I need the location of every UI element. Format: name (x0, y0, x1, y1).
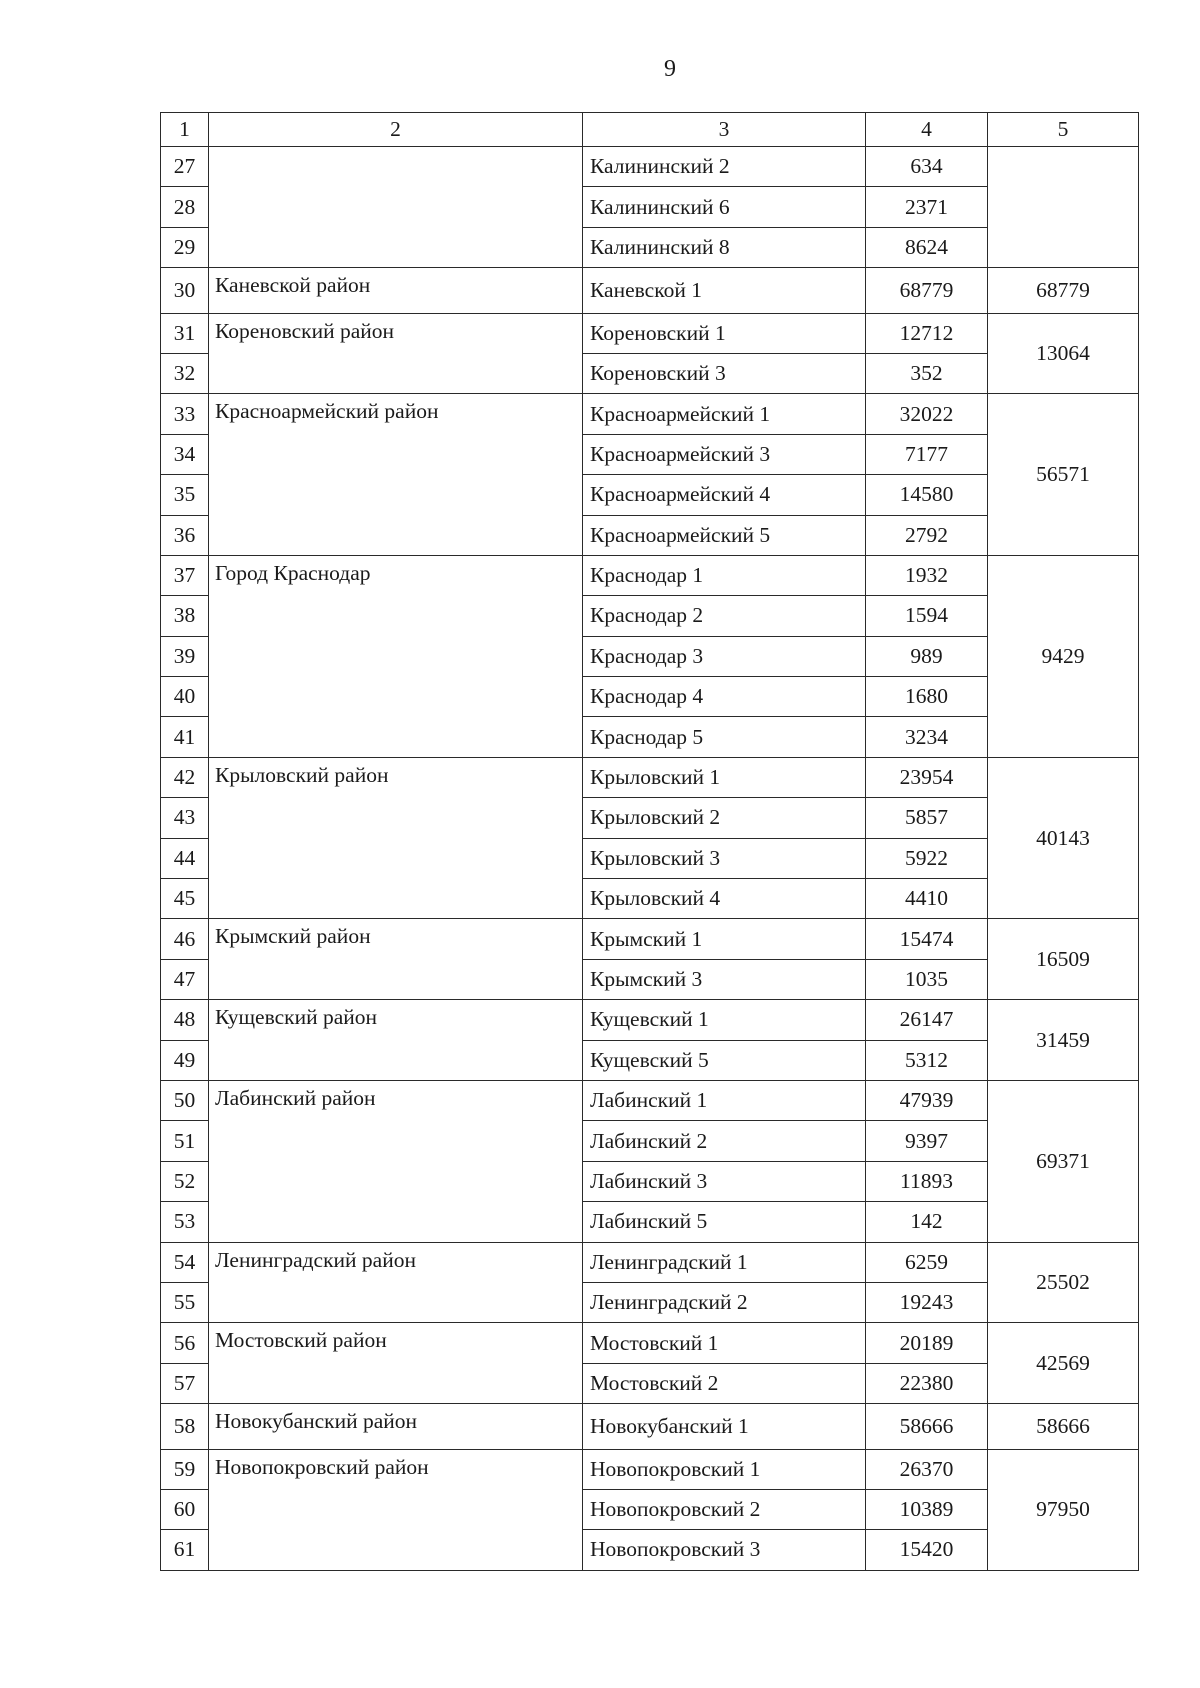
subunit-value: 47939 (866, 1080, 988, 1120)
row-number: 58 (161, 1404, 209, 1449)
subunit-value: 5922 (866, 838, 988, 878)
subunit-name: Крымский 3 (583, 959, 866, 999)
district-name: Крыловский район (209, 757, 583, 919)
district-total: 69371 (988, 1080, 1139, 1242)
row-number: 29 (161, 227, 209, 267)
subunit-value: 8624 (866, 227, 988, 267)
subunit-name: Мостовский 2 (583, 1363, 866, 1403)
subunit-name: Ленинградский 2 (583, 1282, 866, 1322)
row-number: 61 (161, 1530, 209, 1570)
subunit-name: Лабинский 1 (583, 1080, 866, 1120)
district-total: 68779 (988, 268, 1139, 313)
row-number: 56 (161, 1323, 209, 1363)
subunit-name: Калининский 6 (583, 187, 866, 227)
subunit-value: 5857 (866, 798, 988, 838)
table-row (161, 919, 1139, 959)
subunit-value: 2371 (866, 187, 988, 227)
table-row (161, 1323, 1139, 1363)
district-name: Мостовский район (209, 1323, 583, 1404)
subunit-name: Крыловский 1 (583, 757, 866, 797)
table-row (161, 394, 1139, 434)
subunit-name: Красноармейский 3 (583, 434, 866, 474)
row-number: 50 (161, 1080, 209, 1120)
district-name: Крымский район (209, 919, 583, 1000)
table-row (161, 268, 1139, 313)
subunit-name: Лабинский 2 (583, 1121, 866, 1161)
row-number: 59 (161, 1449, 209, 1489)
row-number: 54 (161, 1242, 209, 1282)
subunit-name: Кореновский 1 (583, 313, 866, 353)
district-name: Кореновский район (209, 313, 583, 394)
subunit-name: Каневской 1 (583, 268, 866, 313)
row-number: 45 (161, 879, 209, 919)
subunit-name: Новопокровский 3 (583, 1530, 866, 1570)
subunit-value: 23954 (866, 757, 988, 797)
row-number: 35 (161, 475, 209, 515)
subunit-value: 634 (866, 147, 988, 187)
subunit-name: Кущевский 1 (583, 1000, 866, 1040)
subunit-value: 7177 (866, 434, 988, 474)
subunit-value: 15474 (866, 919, 988, 959)
row-number: 46 (161, 919, 209, 959)
row-number: 48 (161, 1000, 209, 1040)
row-number: 42 (161, 757, 209, 797)
subunit-value: 6259 (866, 1242, 988, 1282)
row-number: 31 (161, 313, 209, 353)
subunit-name: Крыловский 4 (583, 879, 866, 919)
row-number: 37 (161, 555, 209, 595)
district-total: 25502 (988, 1242, 1139, 1323)
subunit-name: Новопокровский 1 (583, 1449, 866, 1489)
table-row (161, 147, 1139, 187)
row-number: 44 (161, 838, 209, 878)
district-total: 9429 (988, 555, 1139, 757)
table-row (161, 1080, 1139, 1120)
subunit-name: Крымский 1 (583, 919, 866, 959)
subunit-value: 15420 (866, 1530, 988, 1570)
subunit-value: 19243 (866, 1282, 988, 1322)
subunit-value: 14580 (866, 475, 988, 515)
row-number: 47 (161, 959, 209, 999)
subunit-value: 11893 (866, 1161, 988, 1201)
row-number: 33 (161, 394, 209, 434)
row-number: 30 (161, 268, 209, 313)
subunit-value: 20189 (866, 1323, 988, 1363)
row-number: 34 (161, 434, 209, 474)
subunit-name: Краснодар 4 (583, 677, 866, 717)
district-name: Кущевский район (209, 1000, 583, 1081)
subunit-value: 26370 (866, 1449, 988, 1489)
subunit-name: Новопокровский 2 (583, 1489, 866, 1529)
row-number: 49 (161, 1040, 209, 1080)
district-total: 40143 (988, 757, 1139, 919)
header-col-4: 4 (866, 113, 988, 147)
subunit-value: 26147 (866, 1000, 988, 1040)
subunit-value: 142 (866, 1202, 988, 1242)
subunit-name: Калининский 8 (583, 227, 866, 267)
subunit-value: 12712 (866, 313, 988, 353)
subunit-name: Красноармейский 5 (583, 515, 866, 555)
subunit-value: 1680 (866, 677, 988, 717)
table-row (161, 1242, 1139, 1282)
page-number: 9 (664, 56, 676, 82)
subunit-name: Крыловский 3 (583, 838, 866, 878)
header-col-5: 5 (988, 113, 1139, 147)
subunit-name: Крыловский 2 (583, 798, 866, 838)
header-row (161, 113, 1139, 147)
header-col-3: 3 (583, 113, 866, 147)
row-number: 39 (161, 636, 209, 676)
subunit-name: Краснодар 5 (583, 717, 866, 757)
subunit-value: 989 (866, 636, 988, 676)
district-total: 42569 (988, 1323, 1139, 1404)
header-col-2: 2 (209, 113, 583, 147)
subunit-name: Кущевский 5 (583, 1040, 866, 1080)
subunit-value: 58666 (866, 1404, 988, 1449)
subunit-name: Красноармейский 4 (583, 475, 866, 515)
row-number: 52 (161, 1161, 209, 1201)
row-number: 27 (161, 147, 209, 187)
district-total: 16509 (988, 919, 1139, 1000)
subunit-value: 32022 (866, 394, 988, 434)
district-table (160, 112, 1139, 1571)
row-number: 60 (161, 1489, 209, 1529)
district-name: Новопокровский район (209, 1449, 583, 1570)
subunit-name: Новокубанский 1 (583, 1404, 866, 1449)
subunit-value: 22380 (866, 1363, 988, 1403)
table-row (161, 1404, 1139, 1449)
subunit-value: 9397 (866, 1121, 988, 1161)
district-name: Город Краснодар (209, 555, 583, 757)
district-name: Ленинградский район (209, 1242, 583, 1323)
subunit-value: 5312 (866, 1040, 988, 1080)
subunit-name: Краснодар 3 (583, 636, 866, 676)
table-row (161, 1449, 1139, 1489)
subunit-value: 1035 (866, 959, 988, 999)
subunit-value: 4410 (866, 879, 988, 919)
subunit-value: 3234 (866, 717, 988, 757)
header-col-1: 1 (161, 113, 209, 147)
district-total: 56571 (988, 394, 1139, 556)
subunit-name: Краснодар 2 (583, 596, 866, 636)
subunit-value: 2792 (866, 515, 988, 555)
table-row (161, 313, 1139, 353)
subunit-value: 1594 (866, 596, 988, 636)
subunit-value: 352 (866, 353, 988, 393)
district-total: 13064 (988, 313, 1139, 394)
table-body (161, 113, 1139, 1571)
subunit-name: Мостовский 1 (583, 1323, 866, 1363)
row-number: 36 (161, 515, 209, 555)
district-name: Новокубанский район (209, 1404, 583, 1449)
subunit-name: Ленинградский 1 (583, 1242, 866, 1282)
row-number: 40 (161, 677, 209, 717)
district-total: 31459 (988, 1000, 1139, 1081)
district-name (209, 147, 583, 268)
subunit-value: 10389 (866, 1489, 988, 1529)
subunit-name: Кореновский 3 (583, 353, 866, 393)
district-total: 97950 (988, 1449, 1139, 1570)
row-number: 41 (161, 717, 209, 757)
subunit-value: 68779 (866, 268, 988, 313)
row-number: 55 (161, 1282, 209, 1322)
row-number: 28 (161, 187, 209, 227)
row-number: 57 (161, 1363, 209, 1403)
row-number: 32 (161, 353, 209, 393)
row-number: 53 (161, 1202, 209, 1242)
table-row (161, 555, 1139, 595)
subunit-name: Краснодар 1 (583, 555, 866, 595)
subunit-name: Лабинский 3 (583, 1161, 866, 1201)
district-total (988, 147, 1139, 268)
table-row (161, 757, 1139, 797)
district-name: Лабинский район (209, 1080, 583, 1242)
district-name: Каневской район (209, 268, 583, 313)
district-name: Красноармейский район (209, 394, 583, 556)
subunit-name: Красноармейский 1 (583, 394, 866, 434)
subunit-name: Лабинский 5 (583, 1202, 866, 1242)
subunit-value: 1932 (866, 555, 988, 595)
row-number: 51 (161, 1121, 209, 1161)
table-row (161, 1000, 1139, 1040)
district-total: 58666 (988, 1404, 1139, 1449)
row-number: 43 (161, 798, 209, 838)
row-number: 38 (161, 596, 209, 636)
subunit-name: Калининский 2 (583, 147, 866, 187)
